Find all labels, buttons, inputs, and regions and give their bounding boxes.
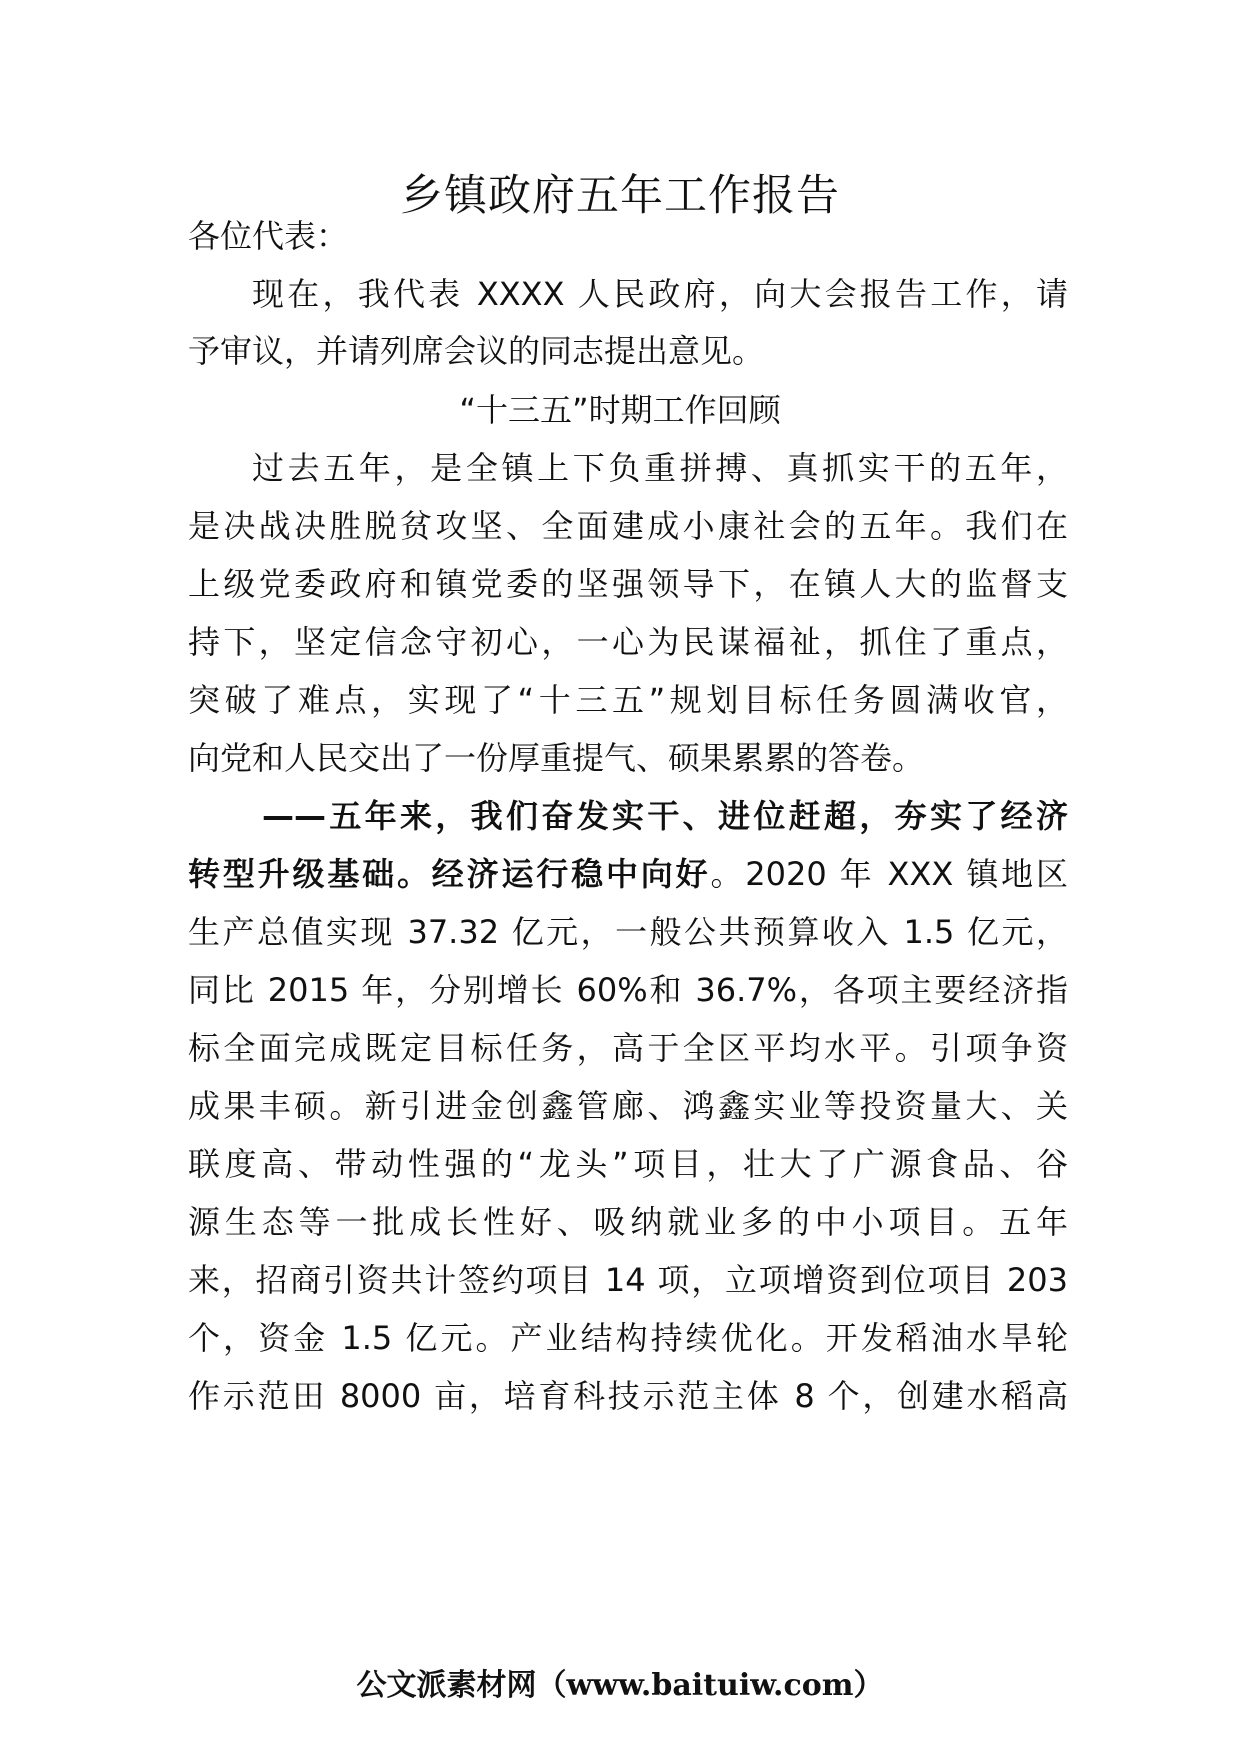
paragraph-line: 同比 2015 年，分别增长 60%和 36.7%，各项主要经济指 [188, 971, 1068, 1009]
paragraph-line: 成果丰硕。新引进金创鑫管廊、鸿鑫实业等投资量大、关 [188, 1087, 1068, 1125]
paragraph-line: 予审议，并请列席会议的同志提出意见。 [188, 332, 765, 370]
paragraph-line: 突破了难点，实现了“十三五”规划目标任务圆满收官， [188, 681, 1068, 719]
paragraph-line: 过去五年，是全镇上下负重拼搏、真抓实干的五年， [252, 449, 1068, 487]
paragraph-line: 个，资金 1.5 亿元。产业结构持续优化。开发稻油水旱轮 [188, 1319, 1068, 1357]
bold-paragraph-line: ——五年来，我们奋发实干、进位赶超，夯实了经济 [262, 797, 1068, 835]
paragraph-line: 生产总值实现 37.32 亿元，一般公共预算收入 1.5 亿元， [188, 913, 1068, 951]
paragraph-line: 来，招商引资共计签约项目 14 项，立项增资到位项目 203 [188, 1261, 1068, 1299]
section-heading: “十三五”时期工作回顾 [459, 391, 781, 429]
paragraph-line: 上级党委政府和镇党委的坚强领导下，在镇人大的监督支 [188, 565, 1068, 603]
paragraph-line: 持下，坚定信念守初心，一心为民谋福祉，抓住了重点， [188, 623, 1068, 661]
mixed-paragraph-line [188, 852, 1068, 896]
paragraph-line: 联度高、带动性强的“龙头”项目，壮大了广源食品、谷 [188, 1145, 1068, 1183]
footer-watermark: 公文派素材网（www.baituiw.com） [356, 1668, 884, 1703]
bold-lead-text: 转型升级基础。经济运行稳中向好 [188, 855, 711, 893]
paragraph-line: 向党和人民交出了一份厚重提气、硕果累累的答卷。 [188, 739, 925, 777]
document-title: 乡镇政府五年工作报告 [400, 171, 840, 221]
paragraph-line: 现在，我代表 XXXX 人民政府，向大会报告工作，请 [252, 275, 1068, 313]
paragraph-line: 是决战决胜脱贫攻坚、全面建成小康社会的五年。我们在 [188, 507, 1068, 545]
normal-text: 。2020 年 XXX 镇地区 [710, 855, 1068, 893]
salutation: 各位代表： [188, 217, 349, 255]
paragraph-line: 标全面完成既定目标任务，高于全区平均水平。引项争资 [188, 1029, 1068, 1067]
paragraph-line: 作示范田 8000 亩，培育科技示范主体 8 个，创建水稻高 [188, 1377, 1068, 1415]
paragraph-line: 源生态等一批成长性好、吸纳就业多的中小项目。五年 [188, 1203, 1068, 1241]
